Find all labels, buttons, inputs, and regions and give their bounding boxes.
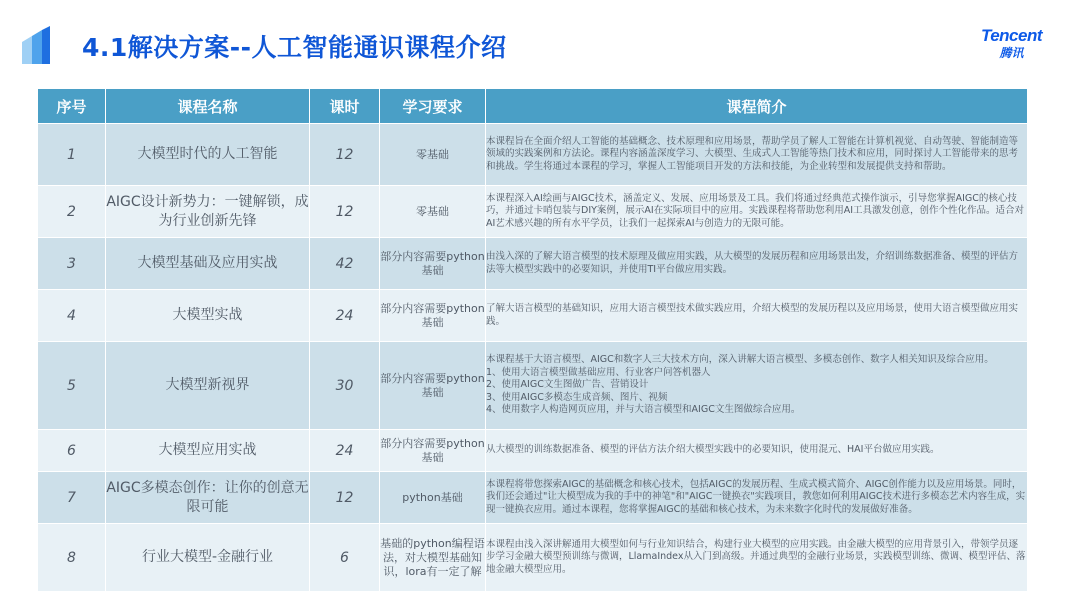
row-description	[486, 342, 1028, 430]
table-row	[38, 342, 1028, 430]
table-row	[38, 290, 1028, 342]
row-description: 本课程由浅入深讲解通用大模型如何与行业知识结合，构建行业大模型的应用实践。由金融大模型的应用背景引入，带领学员逐步学习金融大模型预训练与微调，LlamaIndex从入门到高级。并通过典型的金融行业场景，实践模型训练、微调、模型评估、落地金融大模型应用。	[486, 524, 1028, 592]
table-row	[38, 186, 1028, 238]
row-course-name: 行业大模型-金融行业	[106, 524, 310, 592]
row-description: 本课程深入AI绘画与AIGC技术，涵盖定义、发展、应用场景及工具。我们将通过经典范式操作演示，引导您掌握AIGC的核心技巧，并通过卡哨包装与DIY案例，展示AI在实际项目中的应用。实践课程将帮助您利用AI工具激发创意，创作个性化作品。适合对AI艺术感兴趣的所有水平学员，让我们一起探索AI与创造力的无限可能。	[486, 186, 1028, 238]
row-hours: 12	[310, 472, 380, 524]
row-no: 7	[38, 472, 106, 524]
header-name: 课程名称	[106, 89, 310, 124]
row-requirement: 部分内容需要python基础	[380, 342, 486, 430]
row-course-name: 大模型实战	[106, 290, 310, 342]
row-requirement: python基础	[380, 472, 486, 524]
table-row	[38, 430, 1028, 472]
row-description: 由浅入深的了解大语言模型的技术原理及做应用实践，从大模型的发展历程和应用场景出发，介绍训练数据准备、模型的评估方法等大模型实践中的必要知识，并使用TI平台做应用实践。	[486, 238, 1028, 290]
table-row	[38, 472, 1028, 524]
row-no: 8	[38, 524, 106, 592]
logo-bar-right	[42, 26, 50, 64]
header-no: 序号	[38, 89, 106, 124]
row-requirement: 零基础	[380, 186, 486, 238]
row-hours: 24	[310, 290, 380, 342]
description-intro: 本课程基于大语言模型、AIGC和数字人三大技术方向，深入讲解大语言模型、多模态创作、数字人相关知识及综合应用。	[486, 354, 994, 366]
row-description: 从大模型的训练数据准备、模型的评估方法介绍大模型实践中的必要知识，使用混元、HAI平台做应用实践。	[486, 430, 1028, 472]
description-item: 3、使用AIGC多模态生成音频、图片、视频	[486, 391, 668, 403]
row-hours: 12	[310, 186, 380, 238]
row-no: 6	[38, 430, 106, 472]
description-item: 1、使用大语言模型做基础应用、行业客户问答机器人	[486, 366, 711, 378]
row-course-name: 大模型应用实战	[106, 430, 310, 472]
row-hours: 24	[310, 430, 380, 472]
row-description: 了解大语言模型的基础知识，应用大语言模型技术做实践应用，介绍大模型的发展历程以及应用场景，使用大语言模型做应用实践。	[486, 290, 1028, 342]
header-description: 课程简介	[486, 89, 1028, 124]
row-course-name: 大模型时代的人工智能	[106, 124, 310, 186]
header-hours: 课时	[310, 89, 380, 124]
page-title: 4.1解决方案--人工智能通识课程介绍	[82, 33, 507, 62]
description-item: 2、使用AIGC文生图做广告、营销设计	[486, 379, 649, 391]
table-row	[38, 238, 1028, 290]
row-no: 5	[38, 342, 106, 430]
logo-mark-icon	[20, 26, 52, 66]
table-row	[38, 524, 1028, 592]
row-hours: 6	[310, 524, 380, 592]
tencent-logo	[981, 26, 1042, 61]
row-description: 本课程将带您探索AIGC的基础概念和核心技术，包括AIGC的发展历程、生成式模式简介、AIGC创作能力以及应用场景。同时，我们还会通过"让大模型成为我的手中的神笔"和"AIGC一键换衣"实践项目，教您如何利用AIGC技术进行多模态艺术内容生成，实现一键换衣应用。通过本课程，您将掌握AIGC的基础和核心技术，为未来数字化时代的发展做好准备。	[486, 472, 1028, 524]
header-requirement: 学习要求	[380, 89, 486, 124]
row-requirement: 部分内容需要python基础	[380, 238, 486, 290]
brand-name-en: Tencent	[980, 26, 1042, 45]
row-hours: 42	[310, 238, 380, 290]
description-item: 4、使用数字人构造网页应用，并与大语言模型和AIGC文生图做综合应用。	[486, 404, 801, 416]
row-course-name: AIGC设计新势力：一键解锁，成为行业创新先锋	[106, 186, 310, 238]
row-hours: 30	[310, 342, 380, 430]
logo-bar-left	[22, 36, 32, 64]
row-requirement: 部分内容需要python基础	[380, 290, 486, 342]
row-requirement: 部分内容需要python基础	[380, 430, 486, 472]
brand-name-cn: 腾讯	[999, 46, 1024, 60]
row-description: 本课程旨在全面介绍人工智能的基础概念、技术原理和应用场景，帮助学员了解人工智能在计算机视觉、自动驾驶、智能制造等领域的实践案例和方法论。课程内容涵盖深度学习、大模型、生成式人工智能等热门技术和应用，同时探讨人工智能带来的思考和挑战。学生将通过本课程的学习，掌握人工智能项目开发的方法和技能，为企业转型和发展提供支持和帮助。	[486, 124, 1028, 186]
row-no: 2	[38, 186, 106, 238]
row-hours: 12	[310, 124, 380, 186]
row-no: 3	[38, 238, 106, 290]
row-course-name: 大模型新视界	[106, 342, 310, 430]
logo-bar-middle	[32, 30, 42, 64]
row-requirement: 零基础	[380, 124, 486, 186]
row-requirement: 基础的python编程语法，对大模型基础知识，lora有一定了解	[380, 524, 486, 592]
table-header-row	[38, 89, 1028, 124]
row-no: 1	[38, 124, 106, 186]
table-row	[38, 124, 1028, 186]
row-no: 4	[38, 290, 106, 342]
row-course-name: 大模型基础及应用实战	[106, 238, 310, 290]
course-table	[37, 88, 1028, 592]
row-course-name: AIGC多模态创作：让你的创意无限可能	[106, 472, 310, 524]
